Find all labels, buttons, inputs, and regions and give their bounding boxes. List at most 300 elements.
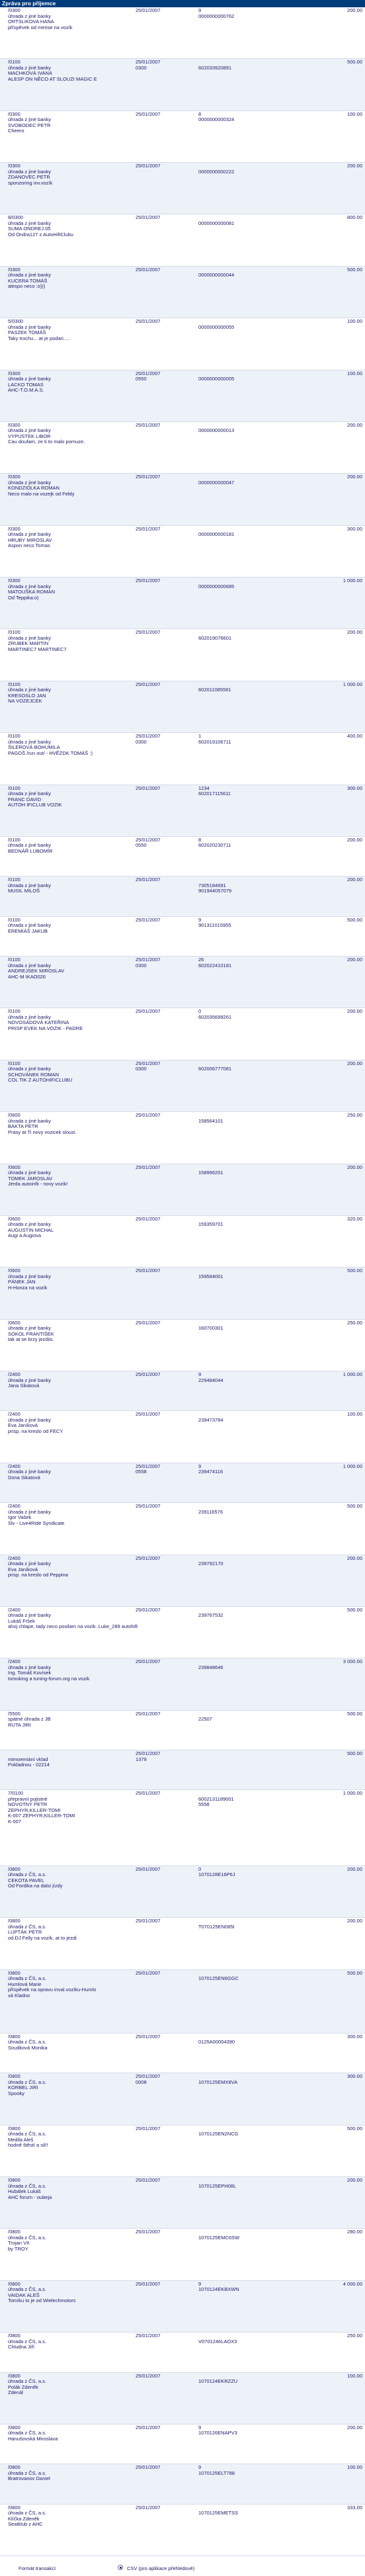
account-number: /0800	[8, 2464, 20, 2471]
transaction-description: úhrada z ČS, a.s. Medila Aleš hodně štěstí a sil!!	[8, 2131, 48, 2149]
account-number: /2400	[8, 1606, 20, 1613]
transaction-date: 25/01/2007	[136, 1918, 161, 1924]
transaction-row	[0, 214, 365, 266]
account-number: /2400	[8, 1411, 20, 1418]
transaction-description: mimoemiání vklad Pokladnou - 02214	[8, 1756, 50, 1768]
transaction-row	[0, 2505, 365, 2556]
account-number: /0800	[8, 2177, 20, 2184]
transaction-date: 25/01/2007	[136, 7, 161, 13]
transaction-row	[0, 785, 365, 837]
transaction-description: úhrada z jiné banky EREMIÁŠ JAKUB	[8, 922, 52, 934]
transaction-description: úhrada z jiné banky PASZEK TOMÁŠ Taky trochu... at je podari.....	[8, 323, 71, 341]
variable-symbol: T070125EN085I	[198, 1923, 235, 1930]
transaction-description: úhrada z jiné banky Eva Janíková prisp. na kreslo od FECY	[8, 1416, 63, 1434]
transaction-amount: 200.00	[347, 2424, 362, 2430]
transaction-date: 25/01/2007	[136, 1710, 161, 1717]
variable-symbol: 1070125EPH08L	[198, 2182, 237, 2189]
transaction-amount: 100.00	[347, 110, 362, 117]
transaction-date: 25/01/2007	[136, 110, 161, 117]
transaction-amount: 500.00	[347, 1969, 362, 1976]
transaction-amount: 500.00	[347, 59, 362, 65]
account-number: /0100	[8, 836, 20, 843]
transaction-description: úhrada z jiné banky VYPUSTEK LIBOR Cau doufam, ze ti to malo pomuze.	[8, 427, 85, 445]
transaction-amount: 200.00	[347, 1060, 362, 1066]
transaction-description: úhrada z jiné banky Jana Sikatová	[8, 1377, 52, 1389]
account-number: /0100	[8, 1060, 20, 1066]
variable-symbol: 0000000000013	[198, 427, 235, 434]
transaction-row	[0, 1216, 365, 1267]
transaction-description: úhrada z ČS, a.s. CEKOTA PAVEL Od Fordika na dalsi jízdy	[8, 1871, 63, 1889]
transaction-description: úhrada z jiné banky MATOUŠKA ROMAN Od Teppika:o)	[8, 583, 55, 601]
transaction-date: 25/01/2007	[136, 1215, 161, 1222]
constant-symbol: 9	[198, 2424, 202, 2430]
account-number: /0100	[8, 785, 20, 791]
constant-symbol: 1	[198, 733, 202, 740]
bank-code: 0008	[136, 2079, 147, 2085]
transaction-row	[0, 2373, 365, 2425]
transaction-amount: 500.00	[347, 1503, 362, 1510]
transaction-amount: 200.00	[347, 474, 362, 480]
transaction-row	[0, 2073, 365, 2125]
variable-symbol: 1070125EMETSS	[198, 2510, 239, 2516]
transaction-row	[0, 2125, 365, 2177]
transaction-row	[0, 1164, 365, 1216]
export-format-bar	[0, 2559, 365, 2576]
constant-symbol: 0	[198, 1008, 202, 1015]
transaction-amount: 200.00	[347, 2177, 362, 2184]
variable-symbol: 0000000000222	[198, 168, 235, 175]
transaction-description: úhrada z ČS, a.s. Chludna Jiří	[8, 2338, 46, 2350]
transaction-date: 25/01/2007	[136, 1164, 161, 1170]
transaction-date: 25/01/2007	[136, 1503, 161, 1510]
transaction-amount: 1 000.00	[343, 1371, 362, 1378]
account-number: /0300	[8, 266, 20, 273]
account-number: /0800	[8, 1918, 20, 1924]
account-number: /0800	[8, 2073, 20, 2080]
transaction-row	[0, 733, 365, 785]
transaction-description: úhrada z jiné banky Dona Sikatová	[8, 1469, 52, 1481]
transaction-description: úhrada z jiné banky BEDNÁŘ LUBOMÍR	[8, 842, 53, 854]
constant-symbol: 9	[198, 2464, 202, 2471]
bank-code: 0300	[136, 64, 147, 71]
transaction-amount: 200.00	[347, 957, 362, 963]
transaction-description: úhrada z jiné banky LACKO TOMAS AHC-T.O.M.A.S.	[8, 376, 52, 394]
account-number: /0800	[8, 2280, 20, 2287]
variable-symbol: 1070128E16P6J	[198, 1871, 235, 1878]
transaction-description: úhrada z jiné banky MUSIL MILOŠ	[8, 882, 52, 894]
transaction-date: 25/01/2007	[136, 1790, 161, 1797]
variable-symbol: 239474116	[198, 1469, 223, 1475]
transaction-amount: 200.00	[347, 1918, 362, 1924]
transaction-description: úhrada z jiné banky SCHOVÁNEK ROMAN COL TIK Z AUTOHIFICLUBU	[8, 1066, 73, 1084]
transaction-date: 25/01/2007	[136, 1750, 161, 1757]
variable-symbol: 602017115611	[198, 791, 231, 797]
transaction-row	[0, 2333, 365, 2372]
variable-symbol: 1070125ELT788	[198, 2469, 235, 2476]
account-number: 7/0100	[8, 1790, 23, 1797]
constant-symbol: 1234	[198, 785, 210, 791]
transaction-row	[0, 1112, 365, 1164]
variable-symbol: 158996201	[198, 1170, 223, 1176]
account-number: /0800	[8, 2424, 20, 2430]
transaction-amount: 320.00	[347, 1215, 362, 1222]
variable-symbol: 1070126ENAPV3	[198, 2430, 237, 2436]
variable-symbol: 0000000000685	[198, 583, 235, 589]
variable-symbol: 0000000000762	[198, 13, 235, 19]
transaction-description: úhrada z jiné banky ORTSLIKOVA HANA příspěvek od merise na vozík	[8, 13, 73, 30]
transaction-date: 25/01/2007	[136, 1606, 161, 1613]
account-number: /0100	[8, 957, 20, 963]
transaction-description: spátné úhrada z JB RUTA JIRI	[8, 1716, 51, 1728]
transaction-description: úhrada z jiné banky ŠILEROVÁ BOHUMILA PAGOŠ /run out/ - HVĚZDK TOMÁŠ :)	[8, 738, 93, 756]
transaction-amount: 300.00	[347, 785, 362, 791]
constant-symbol: 8	[198, 836, 202, 843]
account-number: /0600	[8, 1267, 20, 1274]
transaction-description: úhrada z ČS, a.s. Klíčka Zdeněk Seatklub z AHC	[8, 2510, 46, 2528]
variable-symbol: 159584001	[198, 1273, 223, 1279]
transaction-row	[0, 1463, 365, 1503]
transaction-description: úhrada z ČS, a.s. Humlová Marie příspěvek na opravu inval.vozíku-Humlo vá Kladno	[8, 1975, 97, 1998]
transaction-amount: 500.00	[347, 1606, 362, 1613]
transaction-date: 25/01/2007	[136, 266, 161, 273]
transaction-description: úhrada z jiné banky Eva Janíková prisp. na kreslo od Peppina	[8, 1561, 68, 1578]
transaction-amount: 3 000.00	[343, 1658, 362, 1665]
transaction-description: úhrada z jiné banky HRUBY MIROSLAV Aspon neco Tomas	[8, 531, 52, 549]
account-number: /0800	[8, 2125, 20, 2131]
variable-symbol: 0000000000047	[198, 479, 235, 486]
account-number: /0300	[8, 421, 20, 428]
transaction-row	[0, 1503, 365, 1555]
transaction-row	[0, 111, 365, 163]
transaction-row	[0, 1711, 365, 1750]
transaction-date: 25/01/2007	[136, 318, 161, 325]
transaction-date: 25/01/2007	[136, 2424, 161, 2430]
variable-symbol: V0701246LAOX3	[198, 2338, 237, 2344]
transaction-amount: 250.00	[347, 2333, 362, 2339]
transaction-amount: 200.00	[347, 836, 362, 843]
transaction-date: 25/01/2007	[136, 525, 161, 532]
transaction-row	[0, 957, 365, 1008]
transaction-amount: 500.00	[347, 2125, 362, 2131]
constant-symbol: 9	[198, 1371, 202, 1378]
bank-code: 0300	[136, 738, 147, 745]
transaction-date: 25/01/2007	[136, 2504, 161, 2511]
transaction-amount: 4 000.00	[343, 2280, 362, 2287]
account-number: /0300	[8, 110, 20, 117]
transaction-row	[0, 59, 365, 110]
variable-symbol: 602033920891	[198, 64, 232, 71]
variable-symbol: 0000000000055	[198, 323, 235, 330]
transaction-row	[0, 837, 365, 877]
transaction-amount: 200.00	[347, 1866, 362, 1872]
account-number: /0800	[8, 1969, 20, 1976]
transaction-row	[0, 7, 365, 59]
transaction-date: 25/01/2007	[136, 836, 161, 843]
transaction-row	[0, 526, 365, 578]
transaction-description: úhrada z jiné banky Ing. Tomáš Kovísek tomoking a tuning-forum.org na vozik	[8, 1664, 90, 1682]
transaction-row	[0, 2229, 365, 2280]
transaction-row	[0, 1555, 365, 1607]
panel-title: Zpráva pro příjemce	[2, 0, 56, 7]
variable-symbol: 6002131189001 5558	[198, 1795, 234, 1808]
constant-symbol: 8	[198, 110, 202, 117]
variable-symbol: 22507	[198, 1716, 212, 1723]
transaction-date: 25/01/2007	[136, 877, 161, 883]
variable-symbol: 602011085581	[198, 687, 231, 693]
variable-symbol: 239473784	[198, 1416, 223, 1423]
transaction-row	[0, 917, 365, 957]
transaction-description: úhrada z jiné banky BÁKTA PETR Prasy at Ti novy vozicek slouzi.	[8, 1117, 77, 1135]
transaction-amount: 500.00	[347, 1267, 362, 1274]
transaction-date: 25/01/2007	[136, 1112, 161, 1119]
variable-symbol: 0000000000081	[198, 220, 235, 226]
transaction-date: 25/01/2007	[136, 2280, 161, 2287]
transaction-description: úhrada z jiné banky PÁNEK JAN H-Honza na vozik	[8, 1273, 52, 1291]
variable-symbol: 0125A00004390	[198, 2039, 235, 2045]
transaction-amount: 1 000.00	[343, 578, 362, 584]
transaction-date: 25/01/2007	[136, 2464, 161, 2471]
transaction-amount: 1 000.00	[343, 1463, 362, 1469]
transaction-amount: 200.00	[347, 629, 362, 636]
transaction-amount: 200.00	[347, 163, 362, 169]
transaction-row	[0, 629, 365, 681]
transaction-row	[0, 1607, 365, 1658]
transaction-row	[0, 1008, 365, 1060]
transaction-amount: 200.00	[347, 877, 362, 883]
transaction-amount: 200.00	[347, 421, 362, 428]
account-number: /2400	[8, 1658, 20, 1665]
transaction-amount: 100.00	[347, 2464, 362, 2471]
transaction-date: 25/01/2007	[136, 785, 161, 791]
transaction-amount: 280.00	[347, 2229, 362, 2235]
variable-symbol: 158564101	[198, 1117, 223, 1124]
transaction-amount: 500.00	[347, 266, 362, 273]
account-number: /0100	[8, 916, 20, 923]
account-number: /0300	[8, 474, 20, 480]
transaction-description: úhrada z jiné banky Lukáš Fršek ahoj chlape, tady neco posilam na vozik. Luke_289 autohifi	[8, 1612, 138, 1630]
transaction-date: 25/01/2007	[136, 1555, 161, 1561]
constant-symbol: 26	[198, 957, 204, 963]
format-radio-csv[interactable]	[118, 2565, 123, 2570]
transaction-date: 25/01/2007	[136, 681, 161, 687]
constant-symbol: 9	[198, 2280, 202, 2287]
transaction-description: úhrada z jiné banky SOKOL FRANTIŠEK tak at se brzy jezdiis.	[8, 1325, 54, 1343]
transaction-row	[0, 1970, 365, 2034]
transaction-amount: 100.00	[347, 318, 362, 325]
variable-symbol: 7305184691 901944057079	[198, 882, 232, 894]
transaction-row	[0, 1411, 365, 1463]
transaction-row	[0, 1750, 365, 1790]
constant-symbol: 0	[198, 1866, 202, 1872]
variable-symbol: 0000000000181	[198, 531, 235, 538]
transaction-date: 25/01/2007	[136, 1319, 161, 1326]
transaction-row	[0, 877, 365, 916]
transaction-amount: 200.00	[347, 7, 362, 13]
account-number: /0300	[8, 163, 20, 169]
transaction-date: 25/01/2007	[136, 59, 161, 65]
account-number: /0800	[8, 2033, 20, 2039]
transaction-amount: 200.00	[347, 1164, 362, 1170]
variable-symbol: 901311015955	[198, 922, 231, 929]
bank-code: 0300	[136, 962, 147, 968]
transaction-description: úhrada z jiné banky KRESOSLO JAN NA VOZEJCEK	[8, 687, 52, 705]
transaction-amount: 100.00	[347, 1411, 362, 1418]
bank-code: 0300	[136, 1066, 147, 1072]
account-number: /0100	[8, 1008, 20, 1015]
transaction-date: 25/01/2007	[136, 1008, 161, 1015]
transaction-date: 25/01/2007	[136, 1969, 161, 1976]
transaction-amount: 400.00	[347, 733, 362, 740]
transaction-description: úhrada z jiné banky NOVOSÁDOVÁ KATEŘINA PRISP EVEK NA VOZIK - PADRE	[8, 1013, 83, 1031]
transaction-row	[0, 1060, 365, 1112]
transaction-date: 25/01/2007	[136, 2073, 161, 2080]
transaction-row	[0, 2464, 365, 2504]
account-number: /2400	[8, 1503, 20, 1510]
account-number: /0100	[8, 733, 20, 740]
transaction-date: 25/01/2007	[136, 2033, 161, 2039]
bank-code: 0550	[136, 376, 147, 382]
transaction-description: úhrada z jiné banky ANDREJSEK MIROSLAV AHC-M IKAO026	[8, 962, 65, 980]
variable-symbol: 239792170	[198, 1561, 223, 1567]
transaction-description: úhrada z ČS, a.s. KORBEL JIRI Spooky	[8, 2079, 46, 2096]
transaction-description: úhrada z ČS, a.s. LUPTÁK PETR od DJ Felly na vozík, at to jezdi	[8, 1923, 77, 1941]
account-number: /0800	[8, 1866, 20, 1872]
variable-symbol: 239848646	[198, 1664, 223, 1670]
transaction-date: 25/01/2007	[136, 1060, 161, 1066]
account-number: /5500	[8, 1710, 20, 1717]
variable-symbol: 0000000000324	[198, 116, 235, 123]
variable-symbol: 602019106711	[198, 738, 231, 745]
account-number: /2400	[8, 1463, 20, 1469]
transaction-date: 25/01/2007	[136, 1267, 161, 1274]
transaction-description: úhrada z jiné banky MACHKOVÁ IVANA ALESP ON NĚCO AT SLOUZI MAGIC E	[8, 64, 97, 82]
transaction-amount: 100.00	[347, 370, 362, 376]
variable-symbol: 602019076601	[198, 634, 232, 641]
format-label: Formát transakcí	[19, 2565, 56, 2571]
transaction-date: 25/01/2007	[136, 421, 161, 428]
transaction-date: 25/01/2007	[136, 163, 161, 169]
account-number: /0800	[8, 2372, 20, 2379]
transaction-description: úhrada z jiné banky TOMEK JAROSLAV Jerda autoinfii - novy vozik!	[8, 1170, 68, 1187]
transaction-date: 25/01/2007	[136, 578, 161, 584]
transaction-amount: 200.00	[347, 1555, 362, 1561]
transaction-date: 25/01/2007	[136, 214, 161, 221]
format-option-label[interactable]: CSV (pro aplikace přehledové)	[127, 2565, 195, 2571]
transaction-date: 25/01/2007	[136, 2177, 161, 2184]
transaction-description: úhrada z jiné banky ZDANOVEC PETR sponzoring inv.vozík	[8, 168, 53, 186]
account-number: /2400	[8, 1371, 20, 1378]
transaction-date: 25/01/2007	[136, 474, 161, 480]
transaction-amount: 100.00	[347, 2372, 362, 2379]
bank-code: 0558	[136, 1469, 147, 1475]
transaction-row	[0, 163, 365, 214]
transaction-description: úhrada z jiné banky KONDZIOLKA ROMAN Neco malo na vozejk od Feldy	[8, 479, 75, 497]
variable-symbol: 602020230711	[198, 842, 231, 849]
panel-title-bar	[0, 0, 365, 7]
transaction-row	[0, 681, 365, 733]
account-number: /0800	[8, 2333, 20, 2339]
transaction-description: úhrada z jiné banky Igor Vašek Slv - Live4Ride Syndicate	[8, 1508, 65, 1526]
variable-symbol: 1070125EMX8VA	[198, 2079, 238, 2085]
transaction-row	[0, 370, 365, 422]
transaction-description: úhrada z ČS, a.s. Bratrovanov Daniel	[8, 2469, 50, 2482]
transaction-amount: 300.00	[347, 2033, 362, 2039]
transaction-description: úhrada z jiné banky FRANC DAVID AUTOH IFICLUB VOZIK	[8, 791, 62, 808]
account-number: /2400	[8, 1555, 20, 1561]
transaction-description: úhrada z jiné banky AUGUSTIN MICHAL Augi a Augiova	[8, 1221, 54, 1239]
transaction-row	[0, 267, 365, 318]
transaction-date: 25/01/2007	[136, 2333, 161, 2339]
transaction-date: 25/01/2007	[136, 2229, 161, 2235]
variable-symbol: 602035699261	[198, 1013, 232, 1020]
variable-symbol: 602022410181	[198, 962, 232, 968]
variable-symbol: 159359701	[198, 1221, 223, 1228]
transaction-row	[0, 2177, 365, 2229]
transaction-date: 25/01/2007	[136, 370, 161, 376]
transaction-description: úhrada z jiné banky KUCERA TOMÁŠ alespo neco :o)))	[8, 272, 52, 290]
transaction-description: úhrada z ČS, a.s. Hanušovská Miroslava	[8, 2430, 58, 2442]
variable-symbol: 229484044	[198, 1377, 223, 1383]
transaction-amount: 250.00	[347, 1112, 362, 1119]
transaction-row	[0, 422, 365, 474]
transaction-date: 25/01/2007	[136, 629, 161, 636]
transaction-amount: 1 000.00	[343, 1790, 362, 1797]
account-number: 5/0300	[8, 318, 23, 325]
transaction-date: 25/01/2007	[136, 1371, 161, 1378]
constant-symbol: 9	[198, 916, 202, 923]
transaction-amount: 500.00	[347, 916, 362, 923]
variable-symbol: 1070125EMC6SW	[198, 2234, 240, 2241]
bank-code: 1379	[136, 1756, 147, 1762]
account-number: /0600	[8, 1319, 20, 1326]
account-number: /0300	[8, 525, 20, 532]
variable-symbol: 1070124EKBXWN	[198, 2286, 239, 2293]
constant-symbol: 9	[198, 1463, 202, 1469]
transaction-date: 25/01/2007	[136, 2372, 161, 2379]
transaction-row	[0, 1658, 365, 1710]
transaction-date: 25/01/2007	[136, 1463, 161, 1469]
variable-symbol: 1070124EKRZZU	[198, 2378, 238, 2385]
transaction-description: úhrada z ČS, a.s. Polák Zdeněk Zdenál	[8, 2378, 46, 2396]
account-number: /0100	[8, 59, 20, 65]
variable-symbol: 1070125EN2NCG	[198, 2131, 239, 2137]
transaction-description: přepravní pojistné NOVOTNÝ PETR ZEPHYR,KILLER-TOMI K-007 ZEPHYR,KILLER-TOMI K-007	[8, 1795, 75, 1825]
account-number: /0800	[8, 2504, 20, 2511]
transaction-row	[0, 1371, 365, 1411]
transaction-description: úhrada z ČS, a.s. VAIDAK ALEŠ Tomíku to je od Wielechmotors	[8, 2286, 76, 2304]
transaction-amount: 1 000.00	[343, 681, 362, 687]
variable-symbol: 1070125EN6GGC	[198, 1975, 239, 1982]
transaction-row	[0, 1320, 365, 1371]
transaction-amount: 500.00	[347, 1710, 362, 1717]
transaction-date: 25/01/2007	[136, 916, 161, 923]
constant-symbol: 9	[198, 7, 202, 13]
variable-symbol: 160700301	[198, 1325, 223, 1332]
transaction-amount: 800.00	[347, 214, 362, 221]
transaction-amount: 300.00	[347, 2073, 362, 2080]
variable-symbol: 239116576	[198, 1508, 223, 1515]
account-number: /0300	[8, 7, 20, 13]
transaction-amount: 250.00	[347, 1319, 362, 1326]
variable-symbol: 0000000000044	[198, 272, 235, 279]
variable-symbol: 602006777081	[198, 1066, 232, 1072]
transaction-amount: 200.00	[347, 1008, 362, 1015]
transaction-date: 25/01/2007	[136, 2125, 161, 2131]
bank-code: 0550	[136, 842, 147, 849]
account-number: /0600	[8, 1164, 20, 1170]
account-number: /0100	[8, 681, 20, 687]
transaction-row	[0, 1918, 365, 1969]
